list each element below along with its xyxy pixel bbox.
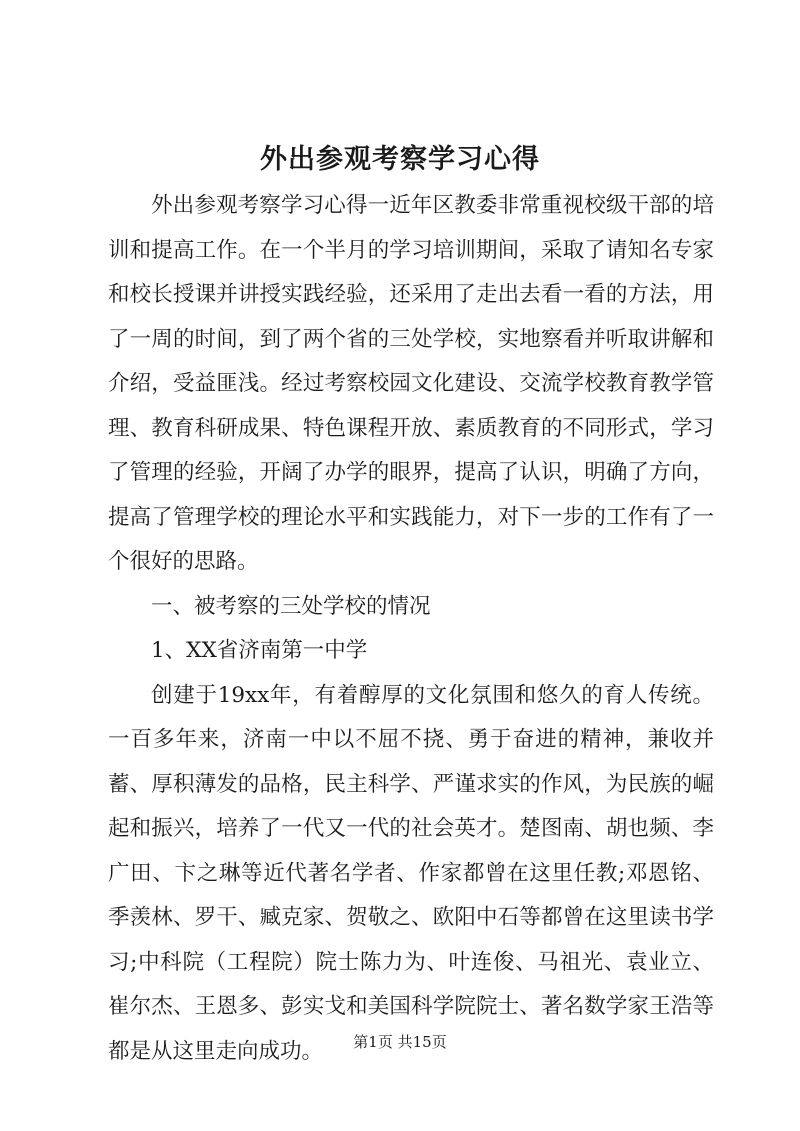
paragraph-intro: 外出参观考察学习心得一近年区教委非常重视校级干部的培训和提高工作。在一个半月的学习培训期间，采取了请知名专家和校长授课并讲授实践经验，还采用了走出去看一看的方法，用了一周的时间，到了两个省的三处学校，实地察看并听取讲解和介绍，受益匪浅。经过考察校园文化建设、交流学校教育教学管理、教育科研成果、特色课程开放、素质教育的不同形式，学习了管理的经验，开阔了办学的眼界，提高了认识，明确了方向，提高了管理学校的理论水平和实践能力，对下一步的工作有了一个很好的思路。: [108, 193, 714, 574]
document-body: [108, 184, 714, 1074]
section-heading: 一、被考察的三处学校的情况: [151, 593, 431, 619]
page-number-footer: 第1页 共15页: [353, 1033, 447, 1051]
paragraph-school-history: 创建于19xx年，有着醇厚的文化氛围和悠久的育人传统。一百多年来，济南一中以不屈不挠、勇于奋进的精神，兼收并蓄、厚积薄发的品格，民主科学、严谨求实的作风，为民族的崛起和振兴，培养了一代又一代的社会英才。楚图南、胡也频、李广田、卞之琳等近代著名学者、作家都曾在这里任教;邓恩铭、季羡林、罗干、臧克家、贺敬之、欧阳中石等都曾在这里读书学习;中科院（工程院）院士陈力为、叶连俊、马祖光、袁业立、崔尔杰、王恩多、彭实戈和美国科学院院士、著名数学家王浩等都是从这里走向成功。: [108, 682, 714, 1064]
subsection-heading: 1、XX省济南第一中学: [151, 638, 368, 663]
page-title: 外出参观考察学习心得: [260, 144, 540, 175]
